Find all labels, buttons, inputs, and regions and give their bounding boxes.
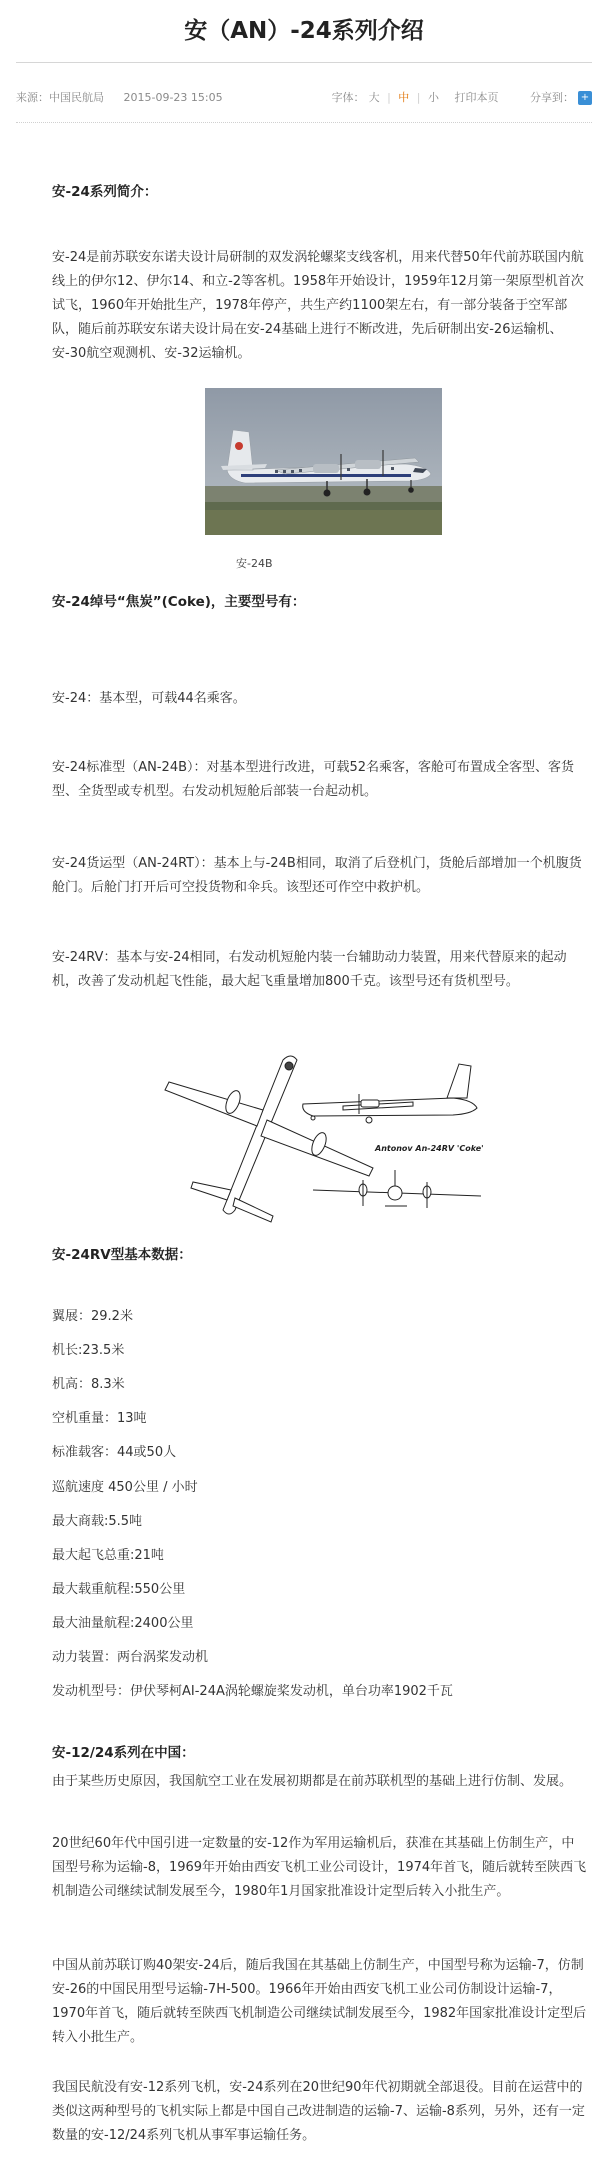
source-label: 来源：中国民航局 — [16, 91, 104, 104]
spec-length: 机长:23.5米 — [52, 1343, 125, 1358]
publish-date: 2015-09-23 15:05 — [123, 91, 223, 104]
spec-empty-weight: 空机重量：13吨 — [52, 1411, 147, 1426]
separator: | — [387, 91, 391, 104]
china-heading: 安-12/24系列在中国： — [52, 1745, 195, 1761]
china-paragraph-3: 中国从前苏联订购40架安-24后，随后我国在其基础上仿制生产，中国型号称为运输-7，仿制安-26的中国民用型号运输-7H-500。1966年开始由西安飞机工业公司仿制设计运输-7，1970年首飞，随后就转至陕西飞机制造公司继续试制发展至今，1982年国家批准设计定型后转入小批生产。 — [52, 1958, 587, 2045]
spec-wingspan: 翼展：29.2米 — [52, 1309, 133, 1324]
font-size-label: 字体： — [331, 91, 365, 104]
photo-caption: 安-24B — [236, 557, 273, 570]
aircraft-photo-image — [205, 388, 442, 535]
variant-an24b: 安-24标准型（AN-24B）：对基本型进行改进，可载52名乘客，客舱可布置成全客型、客货型、全货型或专机型。右发动机短舱后部装一台起动机。 — [52, 760, 575, 799]
title-divider — [16, 62, 592, 63]
china-paragraph-1: 由于某些历史原因，我国航空工业在发展初期都是在前苏联机型的基础上进行仿制、发展。 — [52, 1774, 573, 1789]
spec-powerplant: 动力装置：两台涡桨发动机 — [52, 1650, 209, 1665]
specs-heading: 安-24RV型基本数据： — [52, 1247, 192, 1263]
variant-basic: 安-24：基本型，可载44名乘客。 — [52, 691, 246, 706]
three-view-drawing — [163, 1040, 484, 1225]
meta-divider — [16, 122, 592, 123]
variant-an24rv: 安-24RV：基本与安-24相同，右发动机短舱内装一台辅助动力装置，用来代替原来的起动机，改善了发动机起飞性能，最大起飞重量增加800千克。该型号还有货机型号。 — [52, 950, 567, 989]
spec-range-max-load: 最大载重航程:550公里 — [52, 1582, 186, 1597]
variants-heading: 安-24绰号“焦炭”(Coke)，主要型号有： — [52, 594, 306, 610]
intro-heading: 安-24系列简介： — [52, 184, 158, 200]
spec-cruise-speed: 巡航速度 450公里 / 小时 — [52, 1480, 198, 1495]
spec-range-max-fuel: 最大油量航程:2400公里 — [52, 1616, 194, 1631]
spec-height: 机高：8.3米 — [52, 1377, 125, 1392]
spec-max-takeoff: 最大起飞总重:21吨 — [52, 1548, 164, 1563]
share-label: 分享到： — [530, 91, 574, 104]
separator: | — [416, 91, 421, 104]
spec-engine-model: 发动机型号：伊伏琴柯AI-24A涡轮螺旋桨发动机，单台功率1902千瓦 — [52, 1684, 453, 1699]
intro-paragraph: 安-24是前苏联安东诺夫设计局研制的双发涡轮螺桨支线客机，用来代替50年代前苏联国内航线上的伊尔12、伊尔14、和立-2等客机。1958年开始设计，1959年12月第一架原型机首次试飞，1960年开始批生产，1978年停产，共生产约1100架左右，有一部分装备于空军部队，随后前苏联安东诺夫设计局在安-24基础上进行不断改进，先后研制出安-26运输机、安-30航空观测机、安-32运输机。 — [52, 250, 584, 361]
font-large-link[interactable]: 大 — [368, 91, 380, 104]
share-plus-icon[interactable]: + — [578, 91, 592, 105]
china-paragraph-4: 我国民航没有安-12系列飞机，安-24系列在20世纪90年代初期就全部退役。目前在运营中的类似这两种型号的飞机实际上都是中国自己改进制造的运输-7、运输-8系列，另外，还有一定数量的安-12/24系列飞机从事军事运输任务。 — [52, 2080, 585, 2143]
drawing-label: Antonov An-24RV 'Coke' — [375, 1144, 484, 1153]
font-small-link[interactable]: 小 — [428, 91, 439, 104]
china-paragraph-2: 20世纪60年代中国引进一定数量的安-12作为军用运输机后，获准在其基础上仿制生产，中国型号称为运输-8，1969年开始由西安飞机工业公司设计，1974年首飞，随后就转至陕西飞机制造公司继续试制发展至今，1980年1月国家批准设计定型后转入小批生产。 — [52, 1836, 587, 1899]
spec-passengers: 标准载客：44或50人 — [52, 1445, 177, 1460]
variant-an24rt: 安-24货运型（AN-24RT）：基本上与-24B相同，取消了后登机门，货舱后部增加一个机腹货舱门。后舱门打开后可空投货物和伞兵。该型还可作空中救护机。 — [52, 856, 582, 895]
page-title: 安（AN）-24系列介绍 — [184, 18, 424, 44]
an24b-photo — [205, 388, 442, 535]
article-meta — [16, 89, 592, 105]
print-link[interactable]: 打印本页 — [454, 91, 499, 104]
font-medium-link[interactable]: 中 — [398, 91, 410, 104]
spec-max-payload: 最大商载:5.5吨 — [52, 1514, 143, 1529]
aircraft-drawing-image — [163, 1040, 481, 1225]
